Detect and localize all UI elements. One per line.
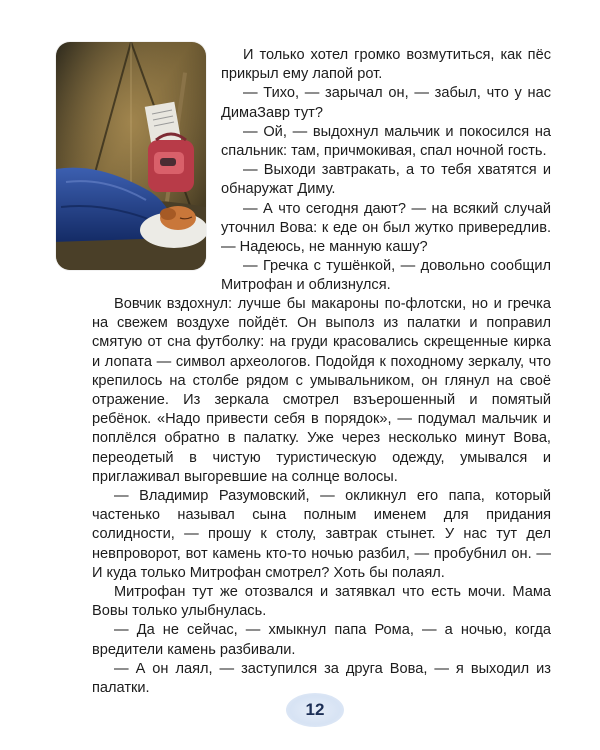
illustration-graphic [56,42,206,270]
paragraph: — Да не сейчас, — хмыкнул папа Рома, — а ночью, когда вредители камень разбивали. [92,622,551,658]
paragraph: — А он лаял, — заступился за друга Вова, — я выходил из палатки. [92,660,551,697]
sleeping-dog-graphic [160,206,196,230]
paragraph: — Владимир Разумовский, — окликнул его папа, который частенько называл сына полным именем для придания солидности, — прошу к столу, завтрак стынет. У нас тут дел невпроворот, вот камень кто-то ночью разбил, — пробубнил он. — И куда только Митрофан смотрел? Хоть бы полаял. [92,488,551,581]
paragraph: — Ой, — выдохнул мальчик и покосился на спальник: там, причмокивая, спал ночной гость. [221,123,551,160]
paragraph: Вовчик вздохнул: лучше бы макароны по-флотски, но и гречка на свежем воздухе пойдёт. Он выполз из палатки и поправил смятую от сна футболку: на груди красовались скрещенные кирка и лопата — символ археологов. Подойдя к походному зеркалу, что крепилось на столбе рядом с умывальником, он глянул на своё отражение. Из зеркала смотрел взъерошенный и помятый ребёнок. «Надо привести себя в порядок», — подумал мальчик и поплёлся обратно в палатку. Уже через несколько минут Вова, переодетый в чистую туристическую одежду, умывался и приглаживал выгоревшие на солнце волосы. [92,296,551,485]
full-width-text [92,295,551,698]
paragraph: — Выходи завтракать, а то тебя хватятся и обнаружат Диму. [221,162,551,198]
tent-scene-illustration [56,42,206,270]
paragraph: — Тихо, — зарычал он, — забыл, что у нас ДимаЗавр тут? [221,85,551,121]
page-number-badge [286,693,344,727]
right-column-text [221,46,551,296]
paragraph: — Гречка с тушёнкой, — довольно сообщил Митрофан и облизнулся. [221,258,551,294]
paragraph: И только хотел громко возмутиться, как пёс прикрыл ему лапой рот. [221,47,551,83]
paragraph: — А что сегодня дают? — на всякий случай уточнил Вова: к еде он был жутко привередлив. — Надеюсь, не манную кашу? [221,200,551,256]
page-number: 12 [305,700,325,719]
backpack-graphic [148,134,194,192]
paragraph: Митрофан тут же отозвался и затявкал что есть мочи. Мама Вовы только улыбнулась. [92,584,551,620]
